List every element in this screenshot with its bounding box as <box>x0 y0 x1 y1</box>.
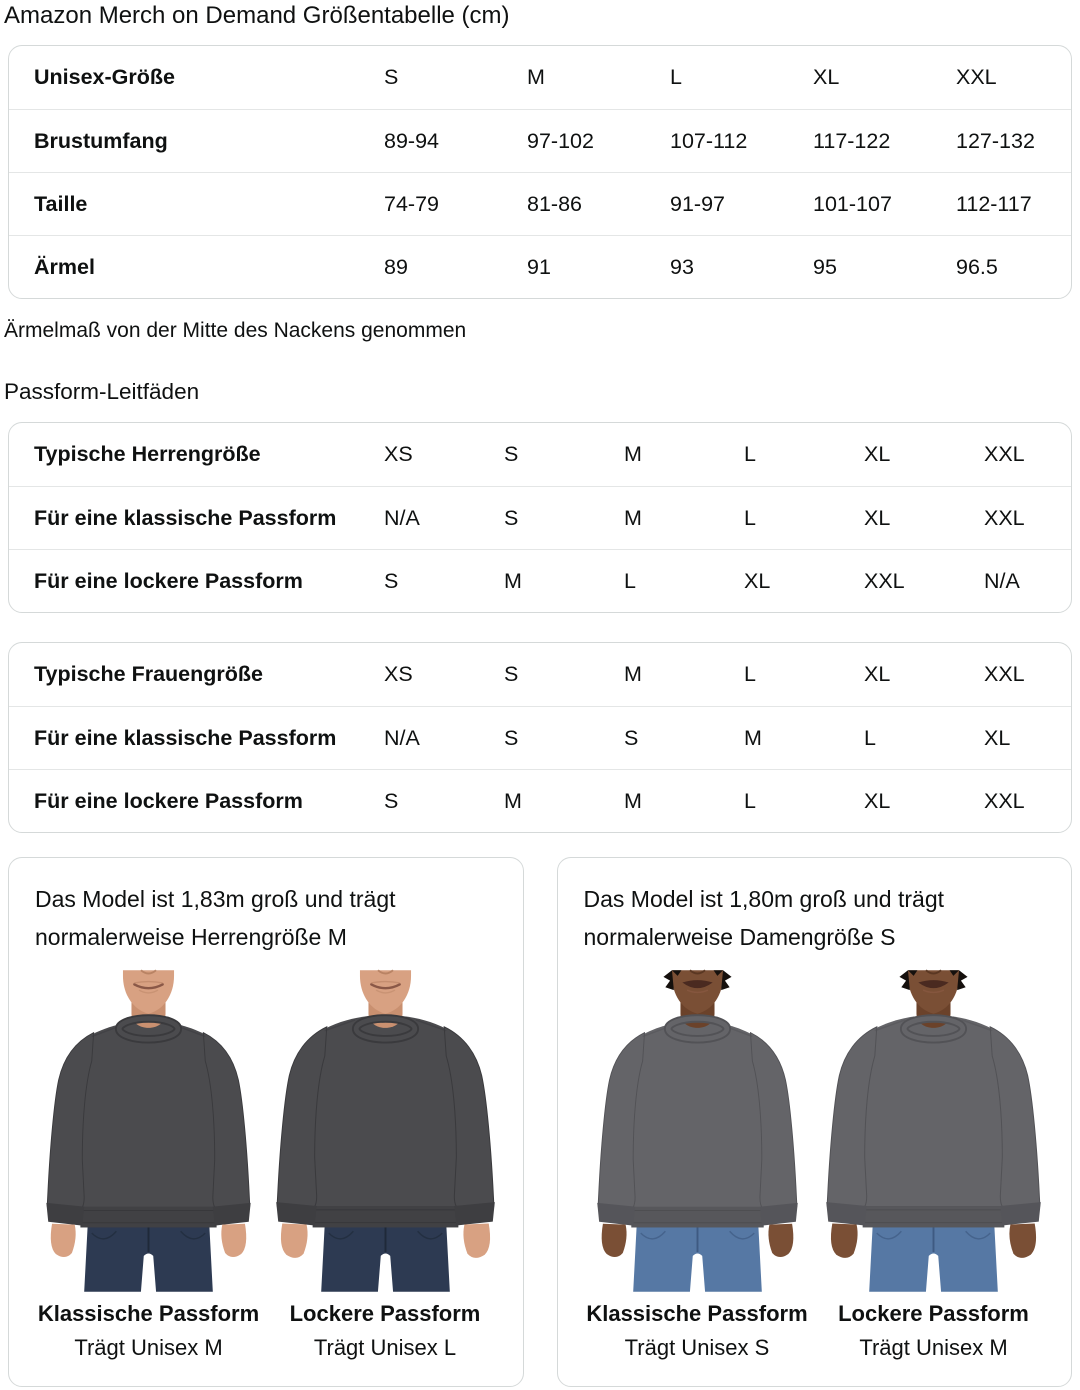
size-value: M <box>624 788 642 813</box>
size-value: L <box>744 505 756 530</box>
row-label: Ärmel <box>34 254 95 279</box>
size-value: XL <box>984 725 1011 750</box>
figure-loose-fit <box>820 966 1047 1363</box>
row-label: Typische Frauengröße <box>34 662 263 686</box>
size-value: S <box>504 725 519 750</box>
size-value: 74-79 <box>384 191 439 216</box>
size-value: M <box>744 725 762 750</box>
fit-table-women <box>8 642 1072 833</box>
row-label: Für eine lockere Passform <box>34 568 303 593</box>
size-value: 95 <box>813 254 837 279</box>
size-value: 101-107 <box>813 191 892 216</box>
size-value: S <box>384 65 399 89</box>
size-value: 96.5 <box>956 254 998 279</box>
size-value: 127-132 <box>956 128 1035 153</box>
table-row <box>9 643 1071 706</box>
size-value: XL <box>744 568 771 593</box>
worn-size-label: Trägt Unisex L <box>313 1335 457 1360</box>
size-value: 91 <box>527 254 551 279</box>
size-value: N/A <box>384 725 420 750</box>
fit-label: Klassische Passform <box>586 1301 808 1326</box>
worn-size-label: Trägt Unisex M <box>859 1335 1008 1360</box>
size-value: N/A <box>384 505 420 530</box>
figures-row <box>584 966 1048 1363</box>
size-value: 91-97 <box>670 191 725 216</box>
table-row <box>9 769 1071 832</box>
fit-label: Lockere Passform <box>289 1301 481 1326</box>
size-value: 117-122 <box>813 128 891 153</box>
female-model-loose-photo <box>820 966 1047 1296</box>
size-value: 93 <box>670 254 694 279</box>
figures-row <box>35 966 499 1363</box>
row-label: Für eine lockere Passform <box>34 788 303 813</box>
fit-guides-heading: Passform-Leitfäden <box>4 379 200 404</box>
size-table <box>8 45 1072 299</box>
table-row <box>9 109 1071 172</box>
table-row <box>9 172 1071 235</box>
size-value: 89-94 <box>384 128 439 153</box>
size-value: XS <box>384 662 413 686</box>
size-value: M <box>624 662 642 686</box>
size-value: XL <box>864 788 891 813</box>
male-model-loose-photo <box>272 966 499 1296</box>
model-description: Das Model ist 1,83m groß und trägt normalerweise Herrengröße M <box>35 886 396 950</box>
size-value: M <box>504 568 522 593</box>
size-value: XXL <box>956 65 997 89</box>
model-description: Das Model ist 1,80m groß und trägt normalerweise Damengröße S <box>583 886 944 950</box>
model-card-women <box>557 857 1073 1387</box>
row-label: Taille <box>34 191 88 216</box>
figure-classic-fit <box>584 966 811 1363</box>
size-value: L <box>624 568 636 593</box>
size-value: XL <box>813 65 840 89</box>
row-label: Unisex-Größe <box>34 65 175 89</box>
size-value: 89 <box>384 254 408 279</box>
fit-label: Klassische Passform <box>37 1301 260 1326</box>
size-value: 97-102 <box>527 128 594 153</box>
figure-loose-fit <box>272 966 499 1363</box>
size-value: L <box>670 65 682 89</box>
size-value: XXL <box>984 662 1025 686</box>
size-value: XL <box>864 442 891 466</box>
size-value: L <box>744 788 756 813</box>
model-card-men <box>8 857 524 1387</box>
table-row <box>9 235 1071 298</box>
size-value: 81-86 <box>527 191 582 216</box>
table-row <box>9 706 1071 769</box>
size-value: M <box>504 788 522 813</box>
size-value: S <box>624 725 639 750</box>
row-label: Für eine klassische Passform <box>34 725 337 750</box>
worn-size-label: Trägt Unisex S <box>624 1335 770 1360</box>
model-cards <box>8 857 1072 1387</box>
female-model-classic-photo <box>584 966 811 1296</box>
fit-label: Lockere Passform <box>838 1301 1029 1326</box>
sleeve-measure-note: Ärmelmaß von der Mitte des Nackens genommen <box>4 319 467 342</box>
size-value: L <box>744 662 756 686</box>
size-value: S <box>504 505 519 530</box>
table-row <box>9 46 1071 109</box>
size-value: S <box>504 442 519 466</box>
size-value: M <box>624 505 642 530</box>
row-label: Brustumfang <box>34 128 168 153</box>
size-value: XXL <box>864 568 905 593</box>
size-value: 112-117 <box>956 191 1032 216</box>
size-value: XXL <box>984 505 1025 530</box>
size-value: L <box>744 442 756 466</box>
table-row <box>9 423 1071 486</box>
table-row <box>9 549 1071 612</box>
size-value: XL <box>864 505 891 530</box>
figure-classic-fit <box>35 966 262 1363</box>
size-value: S <box>504 662 519 686</box>
row-label: Typische Herrengröße <box>34 442 261 466</box>
page-title: Amazon Merch on Demand Größentabelle (cm) <box>4 2 510 29</box>
table-row <box>9 486 1071 549</box>
male-model-classic-photo <box>35 966 262 1296</box>
worn-size-label: Trägt Unisex M <box>74 1335 223 1360</box>
size-value: M <box>527 65 545 89</box>
size-value: XL <box>864 662 891 686</box>
size-value: L <box>864 725 876 750</box>
row-label: Für eine klassische Passform <box>34 505 337 530</box>
fit-table-men <box>8 422 1072 613</box>
size-value: S <box>384 568 399 593</box>
size-value: XXL <box>984 442 1025 466</box>
size-value: XXL <box>984 788 1025 813</box>
size-value: XS <box>384 442 413 466</box>
size-value: M <box>624 442 642 466</box>
size-value: S <box>384 788 399 813</box>
size-value: N/A <box>984 568 1020 593</box>
size-value: 107-112 <box>670 128 748 153</box>
